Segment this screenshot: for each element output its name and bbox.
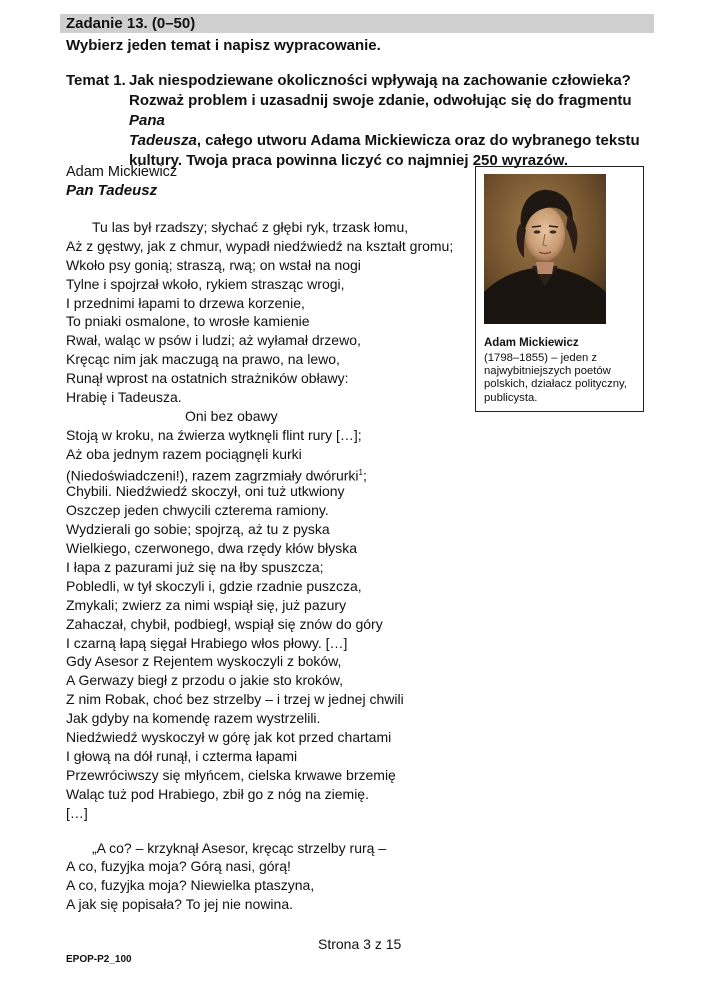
topic-line-2: Rozważ problem i uzasadnij swoje zdanie, odwołując się do fragmentu Pana	[129, 92, 632, 129]
poem-line: Aż z gęstwy, jak z chmur, wypadł niedźwiedź na kształt gromu;	[66, 237, 454, 254]
poem-line: Zahaczał, chybił, podbiegł, wspiął się znów do góry	[66, 615, 383, 632]
poem-line: Zmykali; zwierz za nimi wspiął się, już pazury	[66, 596, 347, 613]
topic-line-3: Tadeusza, całego utworu Adama Mickiewicza oraz do wybranego tekstu	[129, 132, 640, 149]
portrait-caption-text: (1798–1855) – jeden z najwybitniejszych poetów polskich, działacz polityczny, publicysta.	[484, 352, 627, 404]
poem-line: I łapa z pazurami już się na łby spuszcza;	[66, 559, 324, 576]
poem-line: Przewróciwszy się młyńcem, cielska krwawe brzemię	[66, 766, 396, 783]
poem-line: Aż oba jednym razem pociągnęli kurki	[66, 445, 302, 462]
poem-line: I głową na dół runął, i czterma łapami	[66, 747, 298, 764]
topic-label: Temat 1.	[66, 72, 126, 89]
topic-1	[66, 71, 641, 171]
poem-line: A co, fuzyjka moja? Górą nasi, górą!	[66, 858, 291, 875]
poem-line: Hrabię i Tadeusza.	[66, 389, 182, 406]
poem-line: Pobledli, w tył skoczyli i, gdzie rzadnie puszcza,	[66, 577, 362, 594]
poem-line: Waląc tuż pod Hrabiego, zbił go z nóg na ziemię.	[66, 785, 369, 802]
source-title: Pan Tadeusz	[66, 182, 158, 199]
document-code: EPOP-P2_100	[66, 954, 132, 965]
poem-line: Wkoło psy gonią; straszą, rwą; on wstał na nogi	[66, 256, 361, 273]
poem-line: A Gerwazy biegł z przodu o jakie sto kroków,	[66, 672, 344, 689]
poem-line: Niedźwiedź wyskoczył w górę jak kot przed chartami	[66, 729, 392, 746]
poem-line: „A co? – krzyknął Asesor, kręcąc strzelby rurą –	[92, 839, 387, 856]
poem-line: Jak gdyby na komendę razem wystrzelili.	[66, 710, 321, 727]
poem-line: Oni bez obawy	[185, 407, 278, 424]
poem-line: […]	[66, 804, 88, 821]
poem-line: (Niedoświadczeni!), razem zagrzmiały dwórurki$^1$;	[66, 467, 367, 484]
stanza-gap	[66, 823, 453, 839]
poem-line: I przednimi łapami to drzewa korzenie,	[66, 294, 305, 311]
poem-line: A jak się popisała? To jej nie nowina.	[66, 896, 294, 913]
poem-line: Chybili. Niedźwiedź skoczył, oni tuż utkwiony	[66, 483, 345, 500]
task-number: Zadanie 13. (0–50)	[66, 15, 196, 32]
topic-line-4: kultury. Twoja praca powinna liczyć co najmniej 250 wyrazów.	[129, 152, 569, 169]
poem-line: Wielkiego, czerwonego, dwa rzędy kłów błyska	[66, 540, 358, 557]
task-instruction: Wybierz jeden temat i napisz wypracowanie.	[66, 37, 381, 54]
topic-line-1: Jak niespodziewane okoliczności wpływają na zachowanie człowieka?	[129, 72, 631, 89]
source-author: Adam Mickiewicz	[66, 164, 178, 180]
poem-line: Tylne i spojrzał wkoło, rykiem strasząc wrogi,	[66, 275, 345, 292]
footnote-marker: 1	[358, 467, 363, 477]
portrait-caption-name: Adam Mickiewicz	[484, 337, 579, 349]
poem-line: Gdy Asesor z Rejentem wyskoczyli z boków,	[66, 653, 342, 670]
poem-line: To pniaki osmalone, to wrosłe kamienie	[66, 313, 310, 330]
poem-line: Stoją w kroku, na źwierza wytknęli flint rury […];	[66, 426, 362, 443]
poem-line: I czarną łapą sięgał Hrabiego włos płowy. […]	[66, 634, 348, 651]
poem-line: A co, fuzyjka moja? Niewielka ptaszyna,	[66, 877, 315, 894]
page-number: Strona 3 z 15	[318, 936, 402, 952]
poem-line: Tu las był rzadszy; słychać z głębi ryk, trzask łomu,	[92, 219, 409, 235]
poem-line: Runął wprost na ostatnich strażników obławy:	[66, 370, 349, 387]
poem-line: Oszczep jeden chwycili czterema ramiony.	[66, 502, 329, 519]
poem-line: Z nim Robak, choć bez strzelby – i trzej w jednej chwili	[66, 691, 404, 708]
poem-excerpt	[66, 218, 453, 914]
portrait-image	[484, 174, 606, 324]
poem-line: Kręcąc nim jak maczugą na prawo, na lewo,	[66, 351, 340, 368]
poem-line: Wydzierali go sobie; spojrzą, aż tu z pyska	[66, 521, 330, 538]
topic-text	[129, 71, 641, 171]
poem-line: Rwał, waląc w psów i ludzi; aż wyłamał drzewo,	[66, 332, 361, 349]
portrait-box	[475, 166, 644, 412]
